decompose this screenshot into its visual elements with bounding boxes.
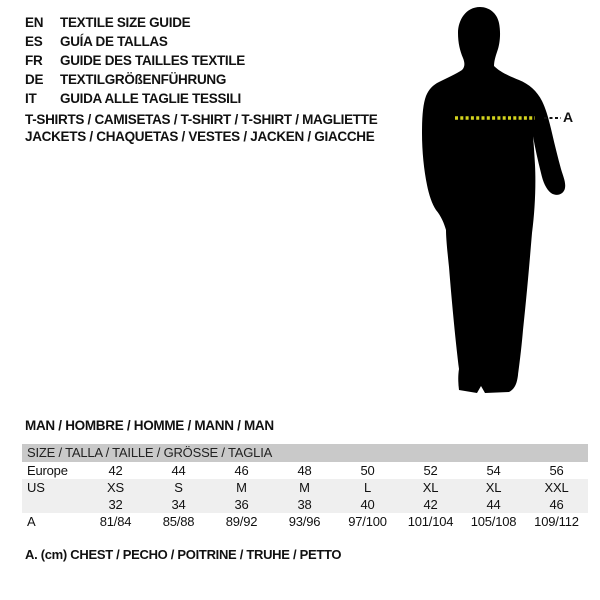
table-cell: 93/96 <box>288 514 321 529</box>
table-cell: XL <box>485 480 502 495</box>
language-row <box>25 89 245 108</box>
language-code: DE <box>25 72 44 87</box>
language-title: TEXTILE SIZE GUIDE <box>60 15 191 30</box>
language-code: IT <box>25 91 37 106</box>
table-row-europe <box>22 462 588 479</box>
language-title-list <box>25 13 245 108</box>
table-cell: 56 <box>549 463 564 478</box>
table-cell: 97/100 <box>348 514 387 529</box>
garment-categories <box>25 111 377 145</box>
man-silhouette <box>405 5 575 397</box>
table-cell: M <box>236 480 247 495</box>
language-row <box>25 70 245 89</box>
table-cell: 36 <box>234 497 249 512</box>
language-title: TEXTILGRÖßENFÜHRUNG <box>60 72 227 87</box>
table-cell: 32 <box>108 497 123 512</box>
table-cell: 105/108 <box>470 514 517 529</box>
table-cell: XXL <box>544 480 569 495</box>
section-title-man: MAN / HOMBRE / HOMME / MANN / MAN <box>25 418 274 433</box>
category-line-tshirts: T-SHIRTS / CAMISETAS / T-SHIRT / T-SHIRT / MAGLIETTE <box>25 112 378 127</box>
language-code: ES <box>25 34 43 49</box>
row-label: A <box>27 514 36 529</box>
table-cell: 44 <box>171 463 186 478</box>
table-cell: 85/88 <box>162 514 195 529</box>
language-row <box>25 51 245 70</box>
table-cell: 42 <box>423 497 438 512</box>
table-cell: L <box>363 480 372 495</box>
table-cell: 101/104 <box>407 514 454 529</box>
table-cell: XS <box>107 480 124 495</box>
table-cell: 109/112 <box>534 514 579 529</box>
language-row <box>25 13 245 32</box>
table-cell: 81/84 <box>99 514 132 529</box>
table-row-chest-cm <box>22 513 588 530</box>
table-cell: M <box>299 480 310 495</box>
measure-label-a: A <box>563 109 574 125</box>
table-cell: XL <box>422 480 439 495</box>
size-table <box>22 444 588 530</box>
table-cell: 48 <box>297 463 312 478</box>
table-cell: 46 <box>549 497 564 512</box>
measurement-footnote: A. (cm) CHEST / PECHO / POITRINE / TRUHE / PETTO <box>25 547 342 562</box>
row-label: US <box>27 480 45 495</box>
size-table-header: SIZE / TALLA / TAILLE / GRÖSSE / TAGLIA <box>22 444 588 462</box>
language-code: FR <box>25 53 43 68</box>
category-line-jackets: JACKETS / CHAQUETAS / VESTES / JACKEN / GIACCHE <box>25 129 375 144</box>
language-code: EN <box>25 15 44 30</box>
table-cell: 40 <box>360 497 375 512</box>
table-cell: 38 <box>297 497 312 512</box>
language-row <box>25 32 245 51</box>
table-cell: 42 <box>108 463 123 478</box>
table-cell: S <box>174 480 183 495</box>
table-cell: 44 <box>486 497 501 512</box>
language-title: GUIDA ALLE TAGLIE TESSILI <box>60 91 241 106</box>
table-row-us-letters <box>22 479 588 496</box>
table-cell: 50 <box>360 463 375 478</box>
table-cell: 46 <box>234 463 249 478</box>
table-cell: 89/92 <box>225 514 258 529</box>
table-cell: 52 <box>423 463 438 478</box>
table-row-us-numeric <box>22 496 588 513</box>
table-cell: 34 <box>171 497 186 512</box>
language-title: GUÍA DE TALLAS <box>60 34 168 49</box>
row-label: Europe <box>27 463 68 478</box>
table-cell: 54 <box>486 463 501 478</box>
language-title: GUIDE DES TAILLES TEXTILE <box>60 53 246 68</box>
